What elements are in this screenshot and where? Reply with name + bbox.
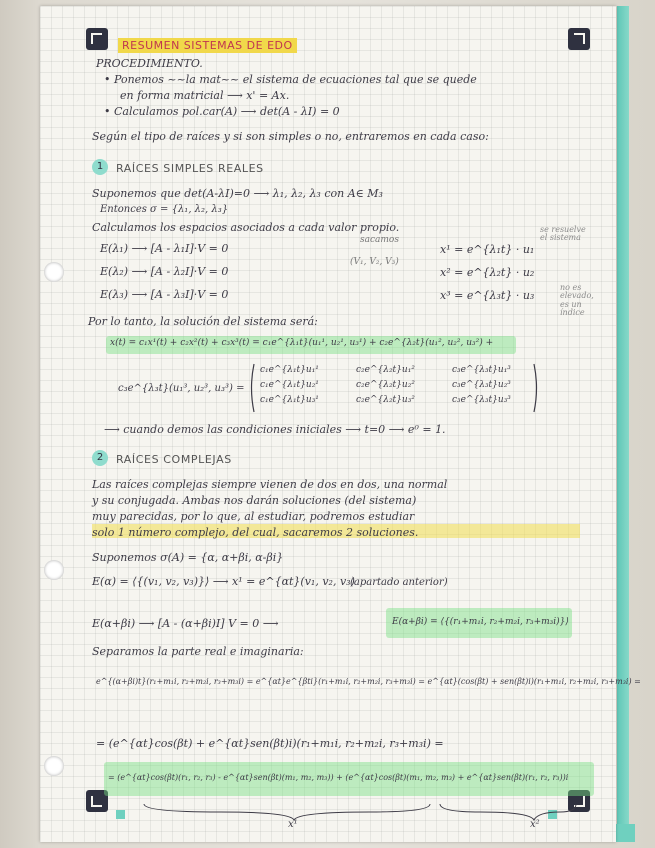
eigen-space-3: E(λ₃) ⟶ [A - λ₃I]·V = 0	[100, 288, 229, 301]
notebook-teal-edge	[617, 6, 629, 842]
punch-hole-icon	[44, 262, 64, 282]
section-2-p4: solo 1 número complejo, del cual, sacaremos 2 soluciones.	[92, 526, 419, 539]
eigen-space-complex: E(α+βi) ⟶ [A - (α+βi)I] V = 0 ⟶	[92, 617, 279, 630]
section-2-p1: Las raíces complejas siempre vienen de dos en dos, una normal	[92, 478, 448, 491]
page-title: RESUMEN SISTEMAS DE EDO	[118, 38, 297, 53]
matrix-r2c1: c₁e^{λ₁t}u₂¹	[260, 380, 319, 390]
eigen-space-2: E(λ₂) ⟶ [A - λ₂I]·V = 0	[100, 265, 229, 278]
punch-hole-icon	[44, 560, 64, 580]
expansion-step-2: = (e^{αt}cos(βt) + e^{αt}sen(βt)i)(r₁+m₁i, r₂+m₂i, r₃+m₃i) =	[96, 737, 444, 750]
procedure-heading: PROCEDIMIENTO.	[96, 57, 203, 70]
eigen-space-alpha: E(α) = ⟨{(v₁, v₂, v₃)}⟩ ⟶ x¹ = e^{αt}(v₁, v₂, v₃)	[92, 575, 355, 588]
matrix-r1c3: c₃e^{λ₃t}u₁³	[452, 365, 511, 375]
procedure-summary: Según el tipo de raíces y si son simples o no, entraremos en cada caso:	[92, 130, 489, 143]
note-indice: no es elevado, es un índice	[560, 283, 594, 318]
eigen-space-complex-result: E(α+βi) = ⟨{(r₁+m₁i, r₂+m₂i, r₃+m₃i)}⟩	[392, 617, 569, 627]
section-2-number: 2	[92, 450, 108, 466]
procedure-bullet-2: • Calculamos pol.car(A) ⟶ det(A - λI) = 0	[104, 105, 340, 118]
expansion-step-3: = (e^{αt}cos(βt)(r₁, r₂, r₃) - e^{αt}sen(βt)(m₁, m₂, m₃)) + (e^{αt}cos(βt)(m₁, m₂, m₃) + e^{αt}sen(βt)(r₁, r₂, r₃))i	[108, 773, 569, 782]
eigen-vector-label: (V₁, V₂, V₃)	[350, 257, 399, 267]
matrix-r2c3: c₃e^{λ₃t}u₂³	[452, 380, 511, 390]
corner-marker-icon	[568, 28, 590, 50]
procedure-bullet-1a: • Ponemos ~~la mat~~ el sistema de ecuaciones tal que se quede	[104, 73, 477, 86]
apartado-note: (apartado anterior)	[350, 577, 448, 588]
corner-marker-icon	[86, 28, 108, 50]
underbrace-marks	[140, 802, 580, 826]
procedure-bullet-1b: en forma matricial ⟶ x' = Ax.	[120, 89, 290, 102]
solution-x2: x² = e^{λ₂t} · u₂	[440, 266, 535, 279]
matrix-r1c2: c₂e^{λ₂t}u₁²	[356, 365, 415, 375]
matrix-r3c2: c₂e^{λ₂t}u₃²	[356, 395, 415, 405]
section-1-number: 1	[92, 159, 108, 175]
initial-conditions: ⟶ cuando demos las condiciones iniciales ⟶ t=0 ⟶ e⁰ = 1.	[104, 423, 446, 436]
section-2-p3: muy parecidas, por lo que, al estudiar, podremos estudiar	[92, 510, 415, 523]
section-1-line-3: Calculamos los espacios asociados a cada valor propio.	[92, 221, 400, 234]
matrix-r2c2: c₂e^{λ₂t}u₂²	[356, 380, 415, 390]
note-resuelve: se resuelve el sistema	[540, 225, 586, 243]
section-1-line-2: Entonces σ = {λ₁, λ₂, λ₃}	[100, 204, 229, 215]
expansion-step-1: e^{(α+βi)t}(r₁+m₁i, r₂+m₂i, r₃+m₃i) = e^{αt}e^{βti}(r₁+m₁i, r₂+m₂i, r₃+m₃i) = e^{αt}(cos(βt) + sen(βt)i)(r₁+m₁i, r₂+m₂i, r₃+m₃i) =	[96, 677, 641, 686]
x1-label: x¹	[288, 819, 298, 830]
punch-hole-icon	[44, 756, 64, 776]
solution-x3: x³ = e^{λ₃t} · u₃	[440, 289, 535, 302]
separate-parts: Separamos la parte real e imaginaria:	[92, 645, 304, 658]
solution-intro: Por lo tanto, la solución del sistema será:	[88, 315, 318, 328]
eigen-space-1: E(λ₁) ⟶ [A - λ₁I]·V = 0	[100, 242, 229, 255]
general-solution-continuation: c₃e^{λ₃t}(u₁³, u₂³, u₃³) =	[118, 383, 245, 394]
general-solution-formula: x(t) = c₁x¹(t) + c₂x²(t) + c₃x³(t) = c₁e^{λ₁t}(u₁¹, u₂¹, u₃¹) + c₂e^{λ₂t}(u₁², u₂², u₃²) +	[110, 338, 494, 348]
matrix-r3c3: c₃e^{λ₃t}u₃³	[452, 395, 511, 405]
mint-square-icon	[116, 810, 125, 819]
x2-label: x²	[530, 819, 540, 830]
suppose-spectrum: Suponemos σ(A) = {α, α+βi, α-βi}	[92, 551, 284, 564]
section-1-line-1: Suponemos que det(A-λI)=0 ⟶ λ₁, λ₂, λ₃ con A∈ M₃	[92, 187, 383, 200]
matrix-r3c1: c₁e^{λ₁t}u₃¹	[260, 395, 319, 405]
section-2-heading: RAÍCES COMPLEJAS	[116, 453, 232, 466]
solution-x1: x¹ = e^{λ₁t} · u₁	[440, 243, 535, 256]
matrix-r1c1: c₁e^{λ₁t}u₁¹	[260, 365, 319, 375]
sacamos-label: sacamos	[360, 235, 399, 245]
section-2-p2: y su conjugada. Ambas nos darán soluciones (del sistema)	[92, 494, 417, 507]
section-1-heading: RAÍCES SIMPLES REALES	[116, 162, 264, 175]
